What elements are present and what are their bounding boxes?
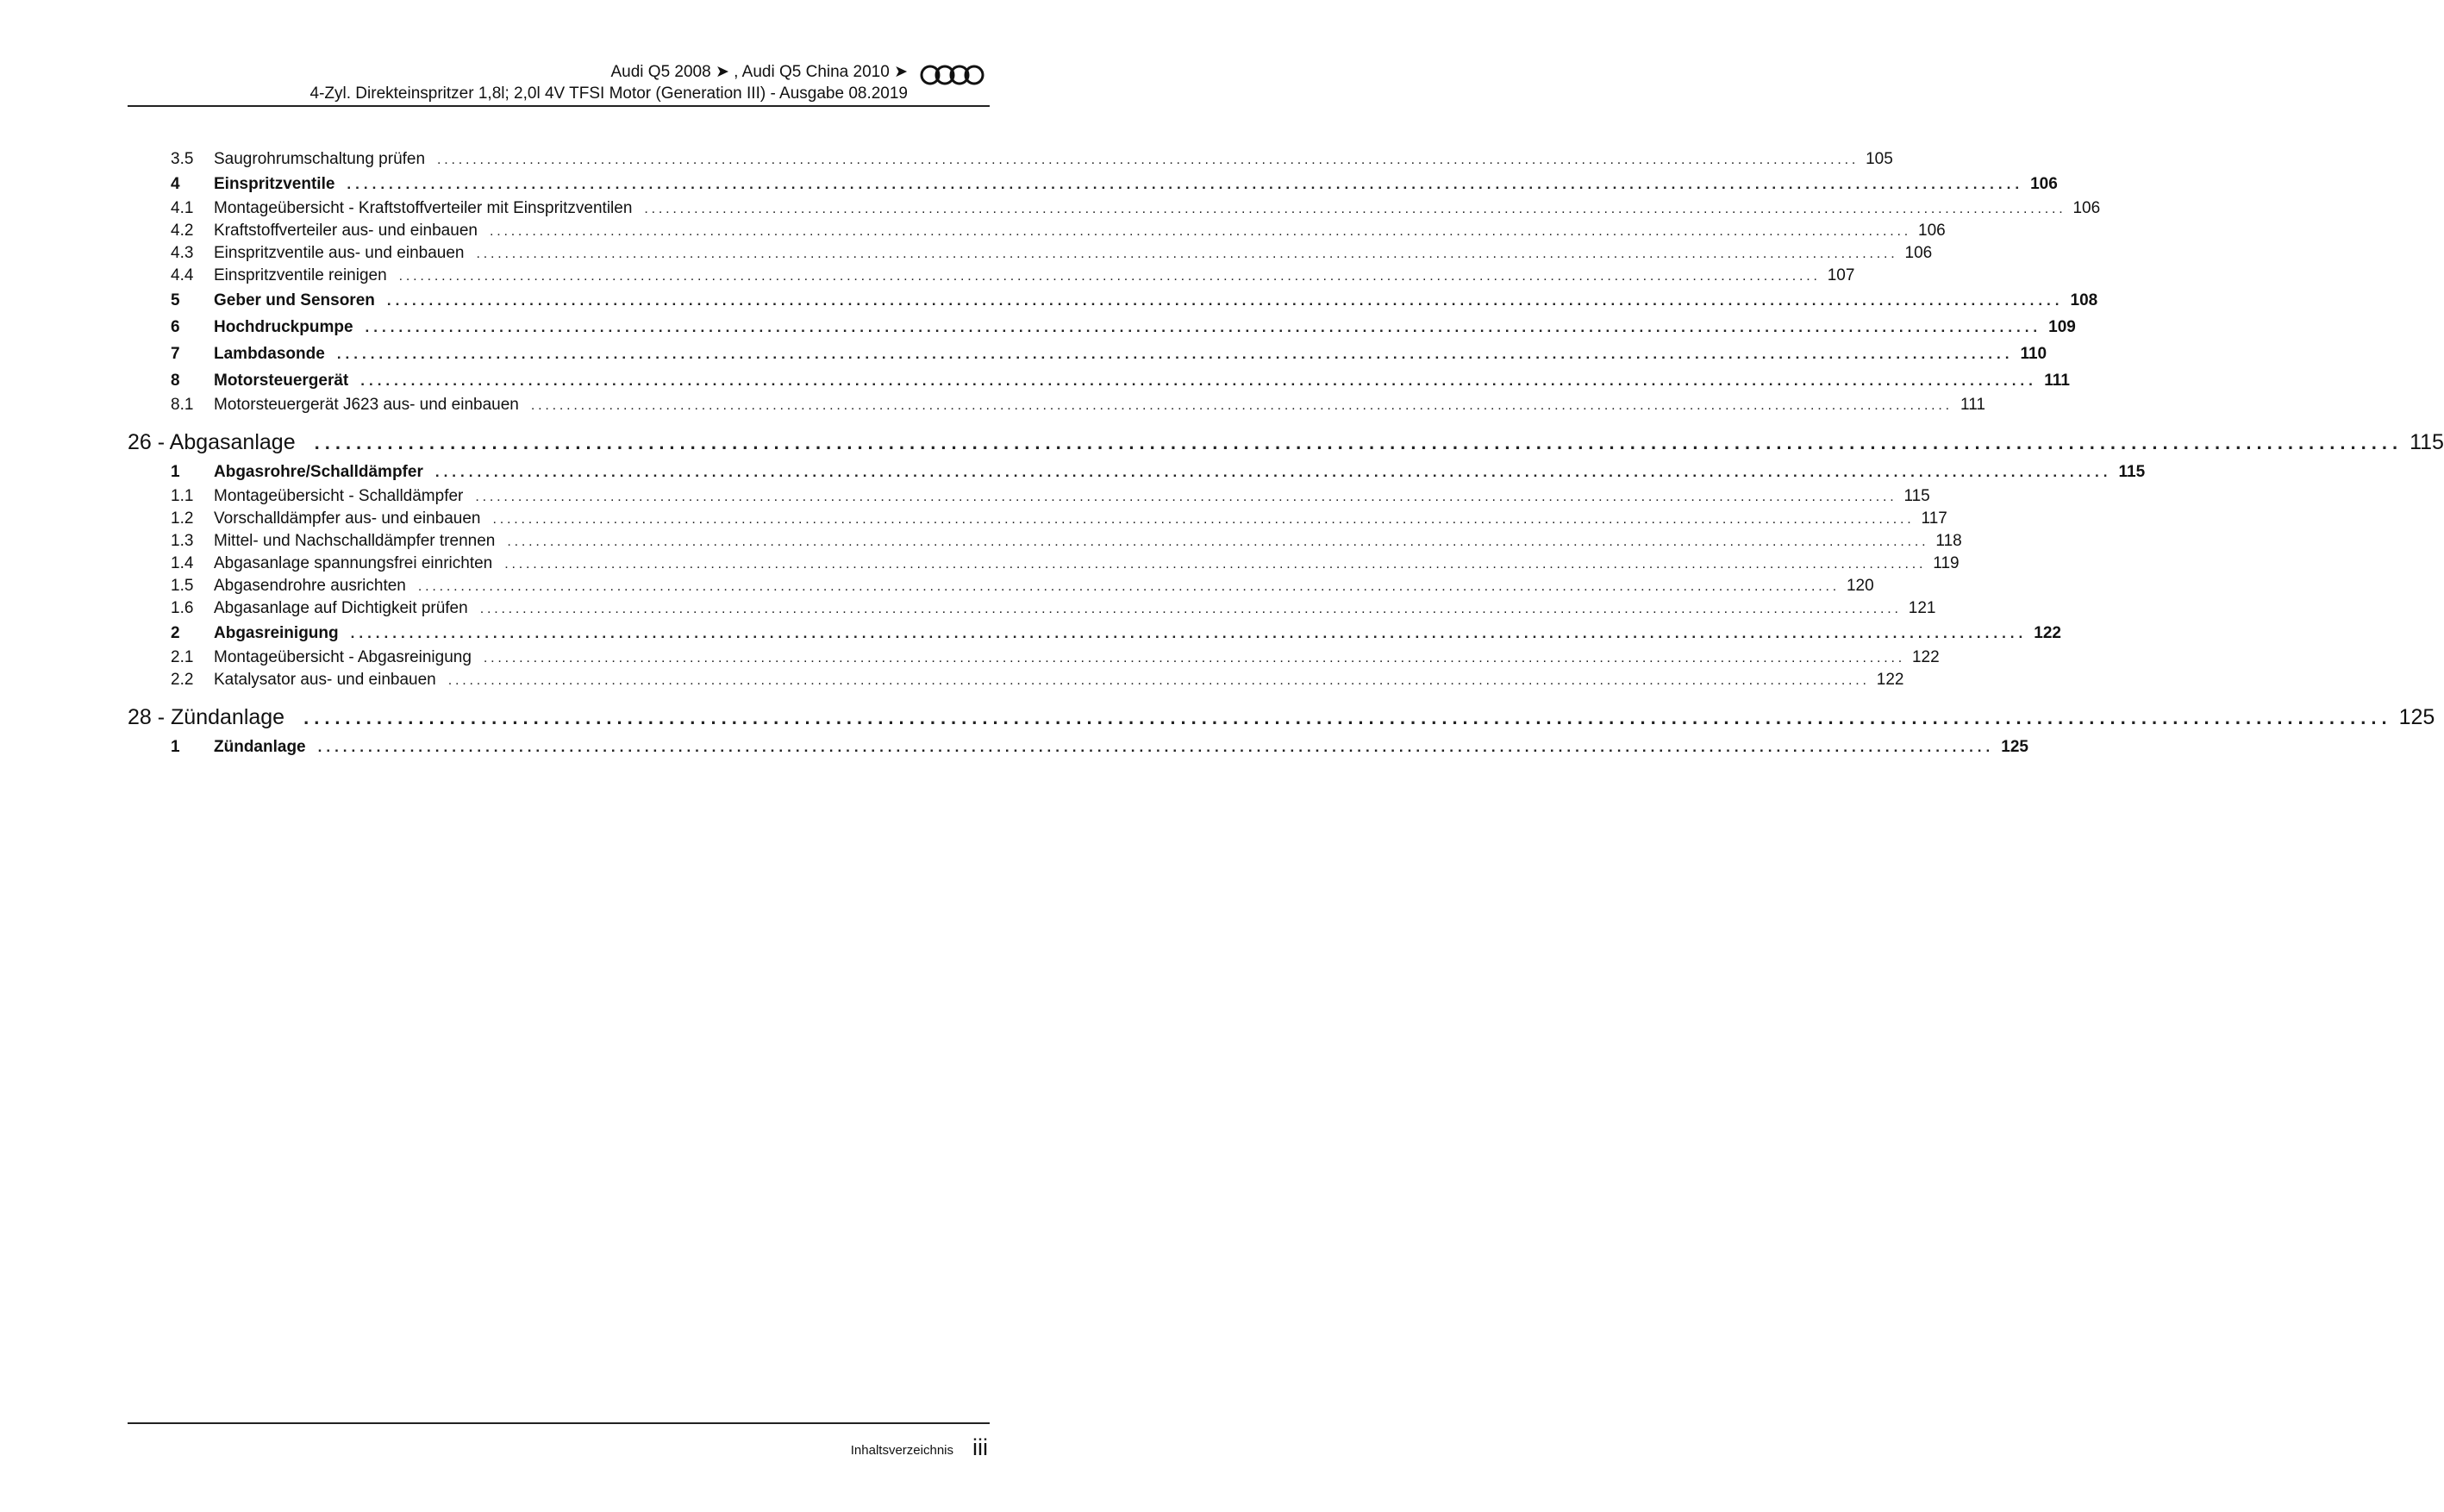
toc-entry-number: 4.2 xyxy=(171,222,194,240)
page-footer xyxy=(128,1422,990,1476)
toc-dot-leader: ........................................................................................................................................................................................................ xyxy=(434,464,2112,480)
toc-entry-number: 6 xyxy=(171,318,180,336)
toc-dot-leader: ........................................................................................................................................................................................................ xyxy=(303,707,2392,728)
toc-subsection-row[interactable] xyxy=(128,669,1904,691)
toc-dot-leader: ........................................................................................................................................................................................................ xyxy=(314,432,2403,453)
toc-entry-title: Montageübersicht - Schalldämpfer xyxy=(214,487,464,505)
toc-entry-number: 4.1 xyxy=(171,199,194,217)
toc-section-row[interactable] xyxy=(128,314,2076,341)
toc-entry-title: Abgasreinigung xyxy=(214,624,339,642)
toc-entry-number: 1.6 xyxy=(171,599,194,617)
page-header xyxy=(128,60,990,107)
toc-subsection-row[interactable] xyxy=(128,553,1960,575)
toc-entry-number: 4.3 xyxy=(171,244,194,262)
toc-subsection-row[interactable] xyxy=(128,197,2101,220)
toc-entry-title: 28 - Zündanlage xyxy=(128,705,285,729)
toc-dot-leader: ........................................................................................................................................................................................................ xyxy=(386,292,2064,309)
toc-entry-page: 121 xyxy=(1908,599,1936,617)
toc-entry-page: 110 xyxy=(2020,345,2047,363)
toc-chapter-row[interactable] xyxy=(128,428,2444,456)
toc-subsection-row[interactable] xyxy=(128,508,1947,530)
toc-entry-title: Saugrohrumschaltung prüfen xyxy=(214,150,426,168)
toc-dot-leader: ........................................................................................................................................................................................................ xyxy=(530,398,1953,413)
toc-section-row[interactable] xyxy=(128,367,2070,394)
toc-entry-page: 106 xyxy=(2030,175,2058,193)
toc-entry-page: 125 xyxy=(2001,738,2028,756)
toc-dot-leader: ........................................................................................................................................................................................................ xyxy=(492,512,1915,527)
toc-entry-page: 125 xyxy=(2398,705,2435,729)
toc-entry-page: 115 xyxy=(2118,463,2146,481)
toc-entry-number: 8 xyxy=(171,372,180,390)
toc-entry-number: 8.1 xyxy=(171,396,194,414)
toc-section-row[interactable] xyxy=(128,171,2058,197)
toc-entry-title: Abgasanlage spannungsfrei einrichten xyxy=(214,554,493,572)
table-of-contents xyxy=(128,148,2444,760)
toc-dot-leader: ........................................................................................................................................................................................................ xyxy=(507,534,1929,549)
toc-entry-number: 3.5 xyxy=(171,150,194,168)
toc-entry-title: Montageübersicht - Abgasreinigung xyxy=(214,648,472,666)
toc-subsection-row[interactable] xyxy=(128,394,1985,416)
toc-dot-leader: ........................................................................................................................................................................................................ xyxy=(489,224,1912,239)
toc-section-row[interactable] xyxy=(128,620,2061,647)
toc-entry-page: 106 xyxy=(1918,222,1946,240)
toc-entry-page: 118 xyxy=(1935,532,1962,550)
toc-entry-title: Einspritzventile aus- und einbauen xyxy=(214,244,465,262)
footer-page-number: iii xyxy=(972,1434,988,1460)
toc-entry-title: Abgasendrohre ausrichten xyxy=(214,577,406,595)
toc-entry-number: 5 xyxy=(171,291,180,309)
toc-entry-page: 119 xyxy=(1933,554,1960,572)
toc-section-row[interactable] xyxy=(128,459,2146,485)
toc-entry-title: Katalysator aus- und einbauen xyxy=(214,671,436,689)
toc-entry-number: 1 xyxy=(171,463,180,481)
toc-entry-number: 1.4 xyxy=(171,554,194,572)
toc-subsection-row[interactable] xyxy=(128,265,1855,287)
toc-entry-number: 4.4 xyxy=(171,266,194,284)
toc-dot-leader: ........................................................................................................................................................................................................ xyxy=(365,319,2042,335)
toc-entry-title: Kraftstoffverteiler aus- und einbauen xyxy=(214,222,478,240)
toc-entry-page: 108 xyxy=(2070,291,2098,309)
toc-dot-leader: ........................................................................................................................................................................................................ xyxy=(479,602,1902,616)
toc-entry-number: 2.2 xyxy=(171,671,194,689)
toc-entry-number: 2 xyxy=(171,624,180,642)
toc-entry-number: 1.1 xyxy=(171,487,194,505)
toc-entry-title: Motorsteuergerät xyxy=(214,372,349,390)
toc-entry-title: Mittel- und Nachschalldämpfer trennen xyxy=(214,532,496,550)
header-vehicle-line: Audi Q5 2008 ➤ , Audi Q5 China 2010 ➤ xyxy=(610,63,908,81)
toc-subsection-row[interactable] xyxy=(128,647,1940,669)
toc-subsection-row[interactable] xyxy=(128,575,1874,597)
toc-dot-leader: ........................................................................................................................................................................................................ xyxy=(347,176,2024,192)
toc-entry-title: 26 - Abgasanlage xyxy=(128,430,296,454)
toc-section-row[interactable] xyxy=(128,287,2098,314)
toc-entry-number: 4 xyxy=(171,175,180,193)
toc-entry-number: 1 xyxy=(171,738,180,756)
toc-dot-leader: ........................................................................................................................................................................................................ xyxy=(398,269,1821,284)
header-engine-line: 4-Zyl. Direkteinspritzer 1,8l; 2,0l 4V TFSI Motor (Generation III) - Ausgabe 08.2019 xyxy=(309,84,908,103)
toc-dot-leader: ........................................................................................................................................................................................................ xyxy=(350,625,2028,641)
toc-section-row[interactable] xyxy=(128,341,2047,367)
toc-dot-leader: ........................................................................................................................................................................................................ xyxy=(336,346,2014,362)
toc-chapter-row[interactable] xyxy=(128,703,2435,731)
toc-dot-leader: ........................................................................................................................................................................................................ xyxy=(504,557,1927,572)
toc-entry-page: 105 xyxy=(1866,150,1893,168)
toc-entry-page: 111 xyxy=(1960,396,1985,414)
toc-entry-number: 2.1 xyxy=(171,648,194,666)
toc-entry-page: 115 xyxy=(2410,430,2444,454)
toc-entry-number: 1.3 xyxy=(171,532,194,550)
toc-entry-number: 1.5 xyxy=(171,577,194,595)
toc-subsection-row[interactable] xyxy=(128,530,1962,553)
toc-entry-title: Hochdruckpumpe xyxy=(214,318,353,336)
toc-subsection-row[interactable] xyxy=(128,148,1893,171)
toc-entry-title: Lambdasonde xyxy=(214,345,325,363)
toc-entry-title: Einspritzventile reinigen xyxy=(214,266,387,284)
toc-entry-page: 106 xyxy=(1904,244,1933,262)
toc-entry-number: 1.2 xyxy=(171,509,194,528)
toc-entry-title: Vorschalldämpfer aus- und einbauen xyxy=(214,509,481,528)
toc-dot-leader: ........................................................................................................................................................................................................ xyxy=(360,372,2037,389)
toc-entry-page: 107 xyxy=(1827,266,1855,284)
toc-subsection-row[interactable] xyxy=(128,485,1930,508)
toc-entry-page: 122 xyxy=(1876,671,1904,689)
toc-dot-leader: ........................................................................................................................................................................................................ xyxy=(417,579,1840,594)
toc-dot-leader: ........................................................................................................................................................................................................ xyxy=(447,673,1870,688)
toc-dot-leader: ........................................................................................................................................................................................................ xyxy=(644,202,2066,216)
toc-entry-title: Einspritzventile xyxy=(214,175,335,193)
toc-subsection-row[interactable] xyxy=(128,242,1933,265)
toc-entry-title: Geber und Sensoren xyxy=(214,291,375,309)
audi-rings-icon xyxy=(919,64,988,86)
toc-dot-leader: ........................................................................................................................................................................................................ xyxy=(317,739,1995,755)
toc-entry-page: 115 xyxy=(1903,487,1930,505)
toc-entry-page: 111 xyxy=(2044,372,2070,390)
toc-entry-page: 120 xyxy=(1846,577,1874,595)
toc-entry-page: 117 xyxy=(1921,509,1947,528)
toc-entry-page: 109 xyxy=(2048,318,2076,336)
toc-entry-number: 7 xyxy=(171,345,180,363)
toc-dot-leader: ........................................................................................................................................................................................................ xyxy=(476,247,1898,261)
toc-entry-title: Motorsteuergerät J623 aus- und einbauen xyxy=(214,396,519,414)
toc-entry-title: Abgasrohre/Schalldämpfer xyxy=(214,463,423,481)
toc-dot-leader: ........................................................................................................................................................................................................ xyxy=(475,490,1897,504)
toc-section-row[interactable] xyxy=(128,734,2028,760)
toc-dot-leader: ........................................................................................................................................................................................................ xyxy=(437,153,1860,167)
footer-section-label: Inhaltsverzeichnis xyxy=(850,1443,953,1458)
toc-entry-title: Zündanlage xyxy=(214,738,306,756)
toc-entry-page: 122 xyxy=(2034,624,2061,642)
toc-subsection-row[interactable] xyxy=(128,597,1936,620)
toc-entry-page: 106 xyxy=(2072,199,2101,217)
toc-dot-leader: ........................................................................................................................................................................................................ xyxy=(483,651,1905,665)
toc-entry-title: Abgasanlage auf Dichtigkeit prüfen xyxy=(214,599,468,617)
toc-subsection-row[interactable] xyxy=(128,220,1946,242)
toc-entry-page: 122 xyxy=(1911,648,1940,666)
toc-entry-title: Montageübersicht - Kraftstoffverteiler mit Einspritzventilen xyxy=(214,199,633,217)
